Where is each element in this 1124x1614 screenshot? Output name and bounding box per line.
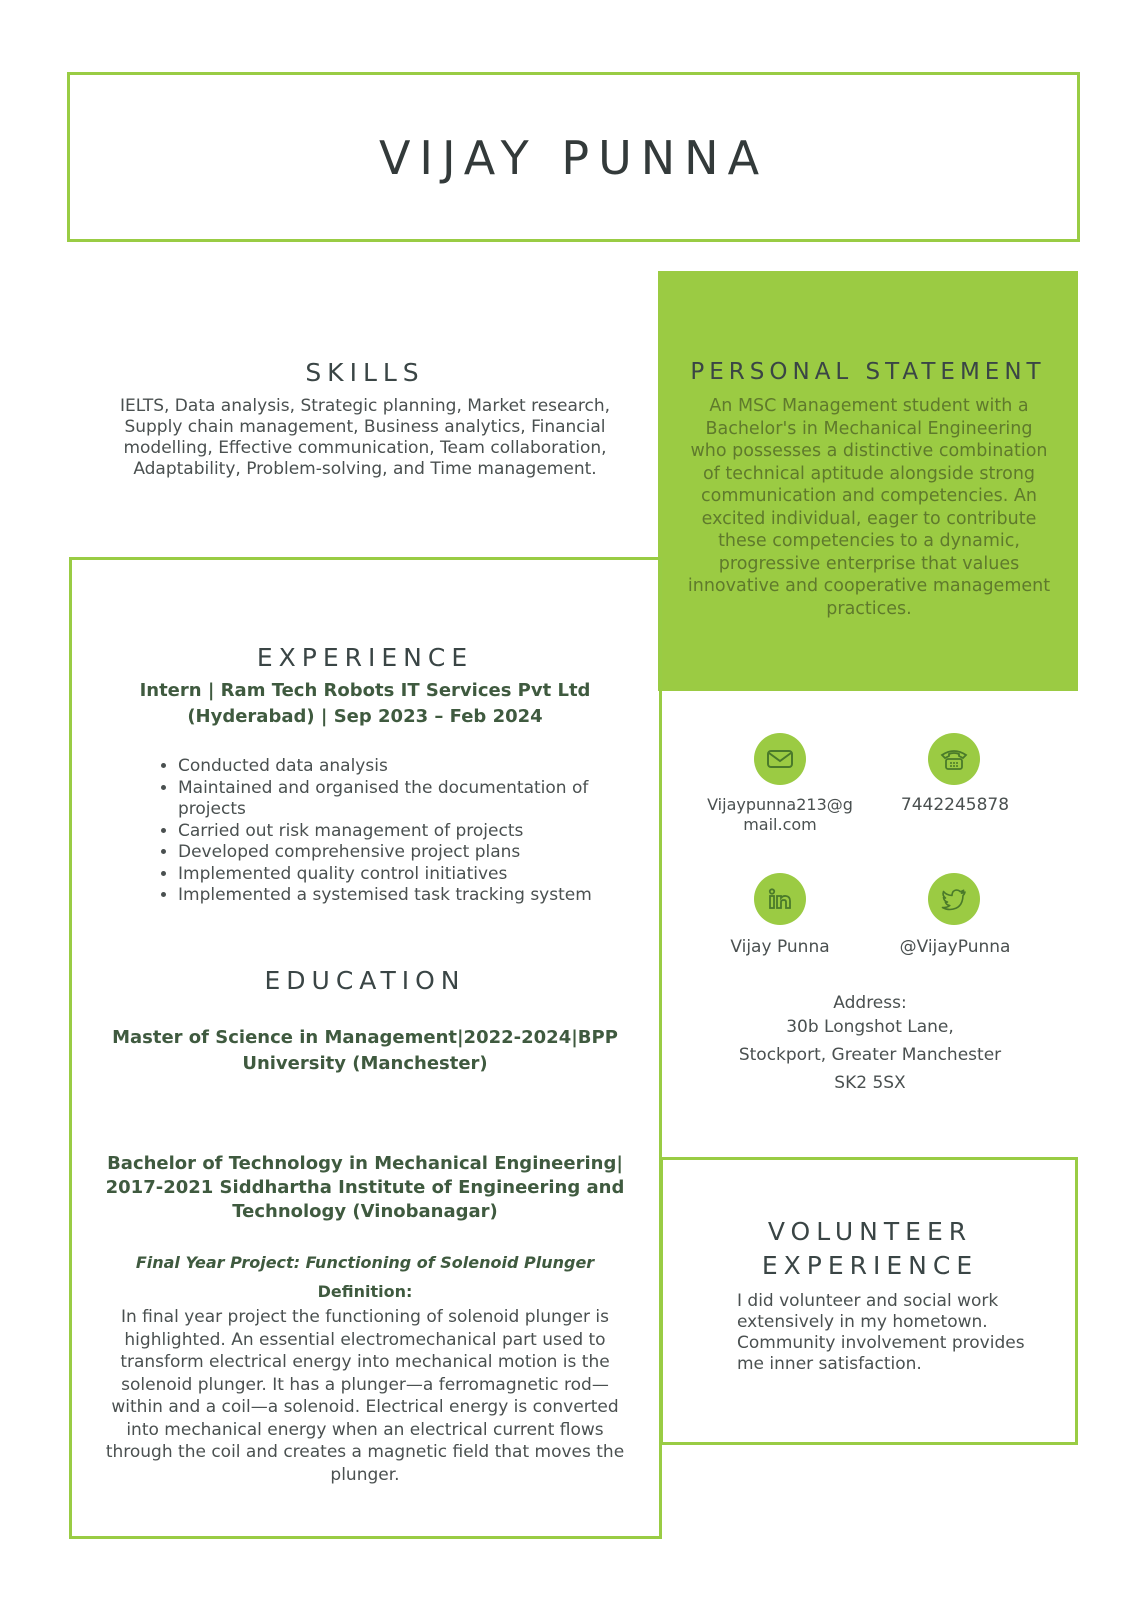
definition-label: Definition: <box>317 1282 413 1301</box>
linkedin-handle[interactable]: Vijay Punna <box>730 937 830 957</box>
volunteer-heading-line: EXPERIENCE <box>761 1251 979 1280</box>
list-item: • Carried out risk management of projects <box>178 821 658 843</box>
volunteer-text: I did volunteer and social work extensively in my hometown. Community involvement provides me inner satisfaction. <box>737 1291 1025 1374</box>
skills-heading: SKILLS <box>305 358 425 387</box>
address <box>700 1013 1040 1097</box>
email-address[interactable]: Vijaypunna213@gmail.com <box>707 795 853 834</box>
project-title: Final Year Project: Functioning of Solenoid Plunger <box>135 1253 595 1272</box>
list-item: • Maintained and organised the documentation of projects <box>178 778 658 821</box>
experience-heading: EXPERIENCE <box>256 643 474 672</box>
phone-icon <box>928 733 980 785</box>
education-degree-bachelors: Bachelor of Technology in Mechanical Engineering| 2017-2021 Siddhartha Institute of Engineering and Technology (Vinobanagar) <box>105 1153 625 1222</box>
twitter-handle[interactable]: @VijayPunna <box>899 937 1011 957</box>
project-description: In final year project the functioning of solenoid plunger is highlighted. An essential electromechanical part used to transform electrical energy into mechanical motion is the solenoid plunger. It has a plunger—a ferromagnetic rod—within and a coil—a solenoid. Electrical energy is converted into mechanical energy when an electrical current flows through the coil and creates a magnetic field that moves the plunger. <box>105 1307 625 1485</box>
email-icon <box>754 733 806 785</box>
volunteer-heading <box>680 1215 1060 1283</box>
list-item: • Implemented a systemised task tracking system <box>178 885 658 907</box>
address-label: Address: <box>833 993 907 1013</box>
twitter-icon <box>928 873 980 925</box>
personal-statement-heading: PERSONAL STATEMENT <box>690 359 1046 385</box>
address-line: Stockport, Greater Manchester <box>738 1045 1002 1065</box>
experience-list <box>138 756 658 907</box>
education-degree-masters: Master of Science in Management|2022-2024|BPP University (Manchester) <box>112 1027 618 1074</box>
personal-statement-text: An MSC Management student with a Bachelor's in Mechanical Engineering who possesses a distinctive combination of technical aptitude alongside strong communication and competencies. An excited individual, eager to contribute these competencies to a dynamic, progressive enterprise that values innovative and cooperative management practices. <box>687 396 1051 619</box>
phone-number[interactable]: 7442245878 <box>900 795 1010 815</box>
skills-text: IELTS, Data analysis, Strategic planning, Market research, Supply chain management, Business analytics, Financial modelling, Effective communication, Team collaboration, Adaptability, Problem-solving, and Time management. <box>119 396 611 479</box>
experience-title: Intern | Ram Tech Robots IT Services Pvt Ltd (Hyderabad) | Sep 2023 – Feb 2024 <box>139 680 591 727</box>
address-line: SK2 5SX <box>834 1073 906 1093</box>
linkedin-icon <box>754 873 806 925</box>
education-heading: EDUCATION <box>264 966 466 995</box>
candidate-name: VIJAY PUNNA <box>378 131 769 185</box>
volunteer-heading-line: VOLUNTEER <box>767 1217 973 1246</box>
list-item: • Implemented quality control initiatives <box>178 864 658 886</box>
address-line: 30b Longshot Lane, <box>786 1017 954 1037</box>
list-item: • Conducted data analysis <box>178 756 658 778</box>
name-box <box>67 72 1080 242</box>
list-item: • Developed comprehensive project plans <box>178 842 658 864</box>
